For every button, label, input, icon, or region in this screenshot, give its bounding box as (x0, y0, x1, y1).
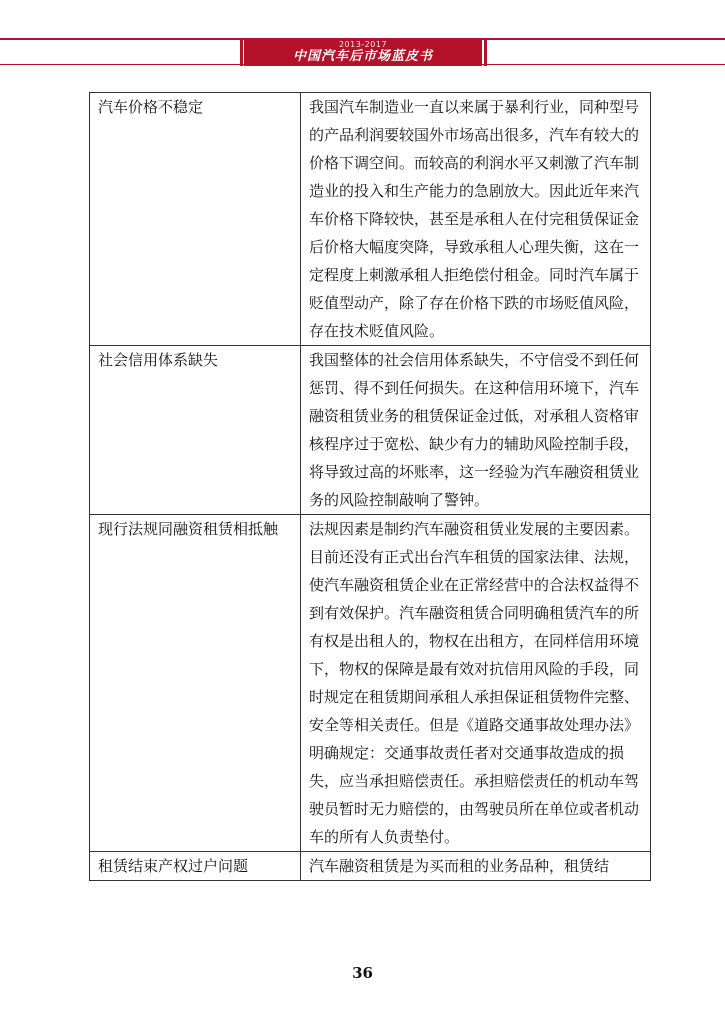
description-cell: 法规因素是制约汽车融资租赁业发展的主要因素。目前还没有正式出台汽车租赁的国家法律、法规，使汽车融资租赁企业在正常经营中的合法权益得不到有效保护。汽车融资租赁合同明确租赁汽车的所有权是出租人的，物权在出租方，在同样信用环境下，物权的保障是最有效对抗信用风险的手段，同时规定在租赁期间承租人承担保证租赁物件完整、安全等相关责任。但是《道路交通事故处理办法》明确规定：交通事故责任者对交通事故造成的损失，应当承担赔偿责任。承担赔偿责任的机动车驾驶员暂时无力赔偿的，由驾驶员所在单位或者机动车的所有人负责垫付。 (301, 515, 651, 852)
page-number: 36 (352, 964, 373, 982)
header-banner (244, 38, 482, 66)
table-row (90, 93, 651, 346)
factor-cell: 租赁结束产权过户问题 (90, 852, 301, 881)
table-row (90, 515, 651, 852)
header-year-range: 2013-2017 (338, 40, 388, 49)
table-row (90, 346, 651, 515)
header-title: 中国汽车后市场蓝皮书 (292, 49, 433, 64)
header-accent-right (484, 38, 487, 66)
description-cell: 汽车融资租赁是为买而租的业务品种，租赁结 (301, 852, 651, 881)
factor-cell: 现行法规同融资租赁相抵触 (90, 515, 301, 852)
header-accent-left (240, 38, 243, 66)
factor-cell: 汽车价格不稳定 (90, 93, 301, 346)
risk-factor-table (89, 92, 651, 881)
factor-cell: 社会信用体系缺失 (90, 346, 301, 515)
table-row (90, 852, 651, 881)
description-cell: 我国整体的社会信用体系缺失，不守信受不到任何惩罚、得不到任何损失。在这种信用环境下，汽车融资租赁业务的租赁保证金过低，对承租人资格审核程序过于宽松、缺少有力的辅助风险控制手段，将导致过高的坏账率，这一经验为汽车融资租赁业务的风险控制敲响了警钟。 (301, 346, 651, 515)
description-cell: 我国汽车制造业一直以来属于暴利行业，同种型号的产品利润要较国外市场高出很多，汽车有较大的价格下调空间。而较高的利润水平又刺激了汽车制造业的投入和生产能力的急剧放大。因此近年来汽车价格下降较快，甚至是承租人在付完租赁保证金后价格大幅度突降，导致承租人心理失衡，这在一定程度上刺激承租人拒绝偿付租金。同时汽车属于贬值型动产，除了存在价格下跌的市场贬值风险，存在技术贬值风险。 (301, 93, 651, 346)
